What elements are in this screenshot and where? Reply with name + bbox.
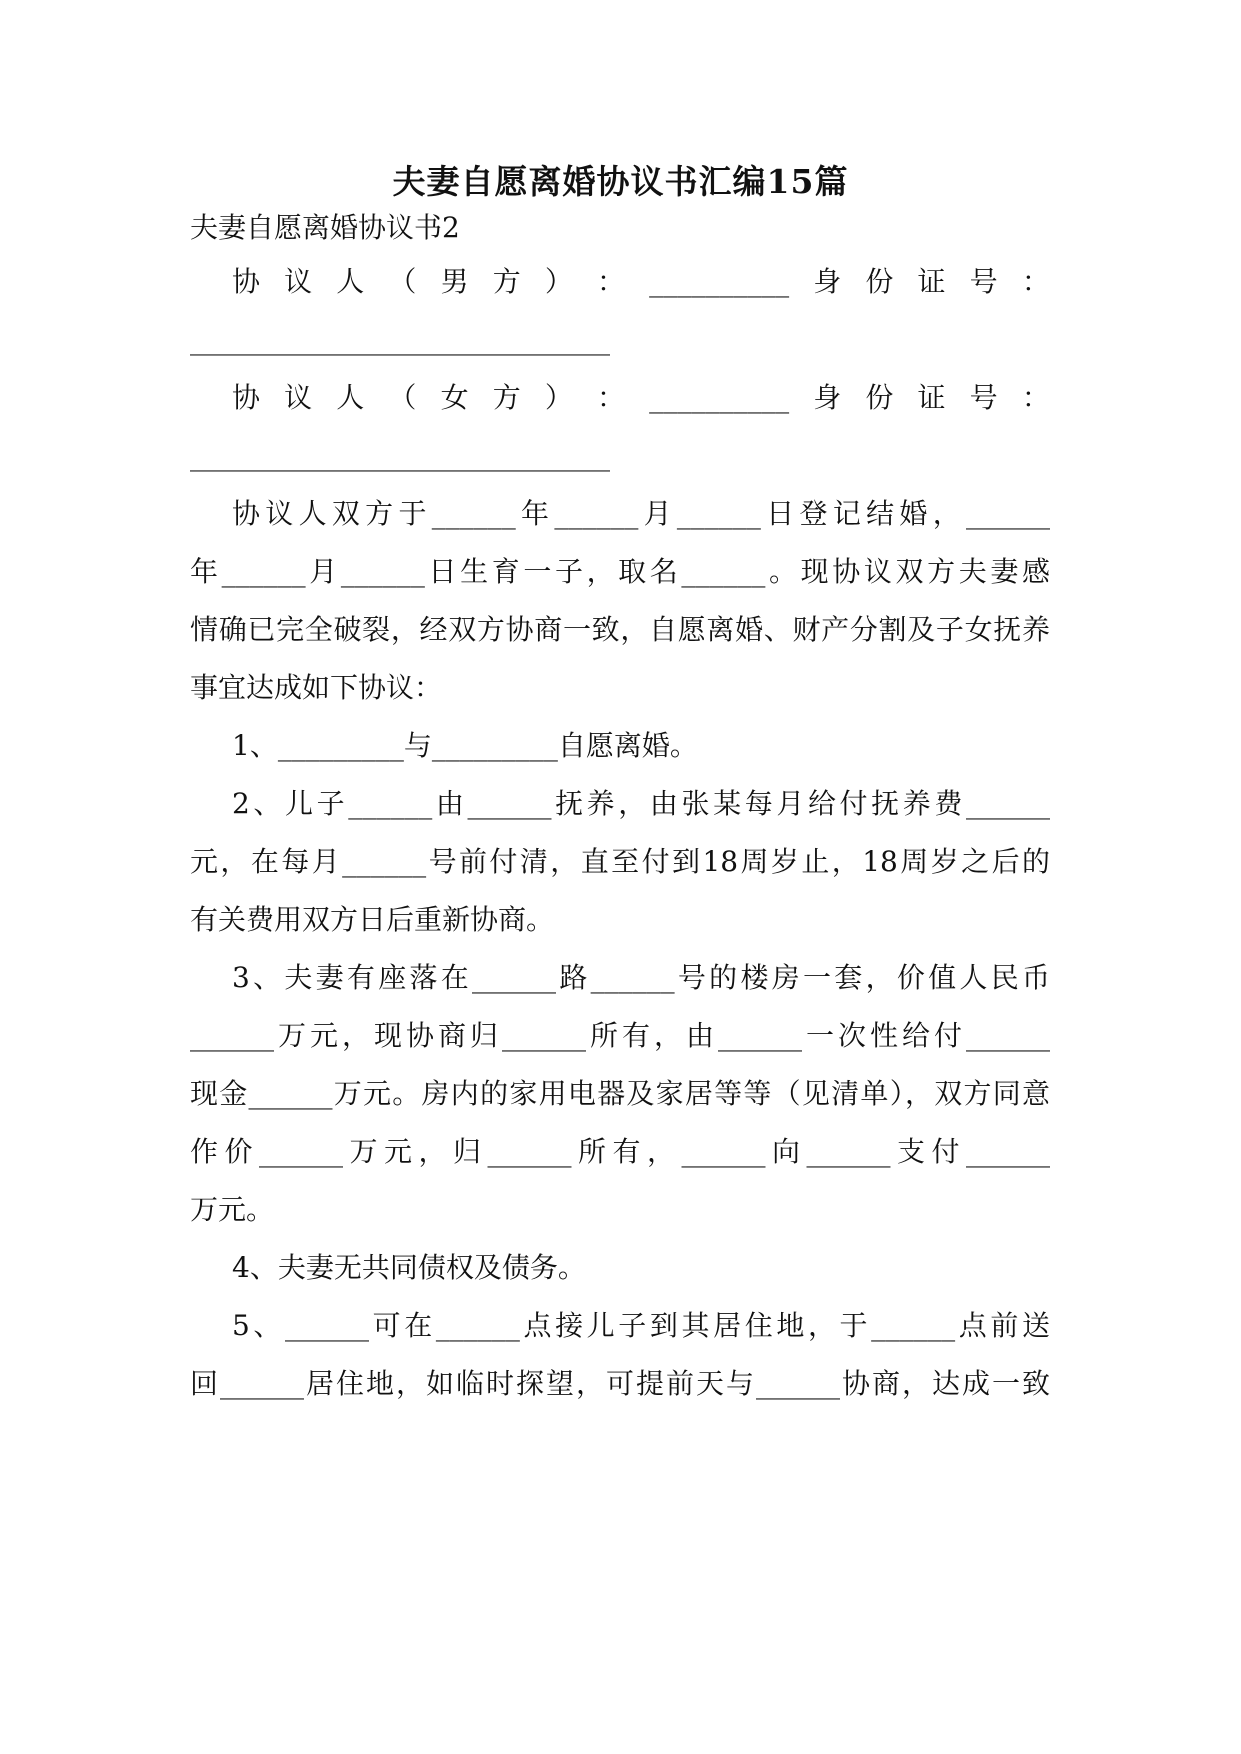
body-line: 元，在每月______号前付清，直至付到18周岁止，18周岁之后的 [190,845,1050,878]
male-party-char: 人 [336,265,365,298]
body-line: 协议人双方于______年______月______日登记结婚，______ [232,497,1050,530]
female-party-char: 女 [440,381,469,414]
document-subtitle: 夫妻自愿离婚协议书2 [190,211,460,244]
male-party-char: 身 [813,265,842,298]
female-name-blank: __________ [649,381,790,414]
female-party-char: 号 [969,381,998,414]
body-line: ______万元，现协商归______所有，由______一次性给付______ [190,1019,1050,1052]
male-party-char: ： [596,265,625,298]
male-name-blank: __________ [649,265,790,298]
male-party-char: 份 [865,265,894,298]
female-party-char: 证 [917,381,946,414]
male-party-char: 男 [440,265,469,298]
male-party-char: 证 [917,265,946,298]
body-line: 年______月______日生育一子，取名______。现协议双方夫妻感 [190,555,1050,588]
female-party-char: （ [388,381,417,414]
male-party-char: 方 [492,265,521,298]
female-party-line [232,376,1050,420]
male-id-blank: ______________________________ [190,323,610,356]
male-party-char: 协 [232,265,261,298]
female-party-char: ） [544,381,573,414]
female-party-char: 议 [284,381,313,414]
male-party-char: 议 [284,265,313,298]
male-party-line [232,260,1050,304]
body-line: 事宜达成如下协议： [190,671,443,704]
female-id-blank: ______________________________ [190,439,610,472]
document-title: 夫妻自愿离婚协议书汇编15篇 [392,162,849,201]
clause-1: 1、_________与_________自愿离婚。 [232,729,698,762]
body-line: 情确已完全破裂，经双方协商一致，自愿离婚、财产分割及子女抚养 [190,613,1050,646]
clause-3: 3、夫妻有座落在______路______号的楼房一套，价值人民币 [232,961,1050,994]
female-party-char: 份 [865,381,894,414]
clause-5: 5、______可在______点接儿子到其居住地，于______点前送 [232,1309,1050,1342]
clause-4: 4、夫妻无共同债权及债务。 [232,1251,586,1284]
body-line: 现金______万元。房内的家用电器及家居等等（见清单），双方同意 [190,1077,1050,1110]
female-party-char: 方 [492,381,521,414]
female-party-char: ： [596,381,625,414]
male-party-char: 号 [969,265,998,298]
body-line: 作价______万元，归______所有，______向______支付______ [190,1135,1050,1168]
female-party-char: 身 [813,381,842,414]
female-party-char: 人 [336,381,365,414]
clause-2: 2、儿子______由______抚养，由张某每月给付抚养费______ [232,787,1050,820]
female-party-char: 协 [232,381,261,414]
body-line: 回______居住地，如临时探望，可提前天与______协商，达成一致 [190,1367,1050,1400]
male-party-char: ） [544,265,573,298]
body-line: 有关费用双方日后重新协商。 [190,903,555,936]
body-line: 万元。 [190,1193,275,1226]
female-party-char: ： [1021,381,1050,414]
male-party-char: ： [1021,265,1050,298]
male-party-char: （ [388,265,417,298]
